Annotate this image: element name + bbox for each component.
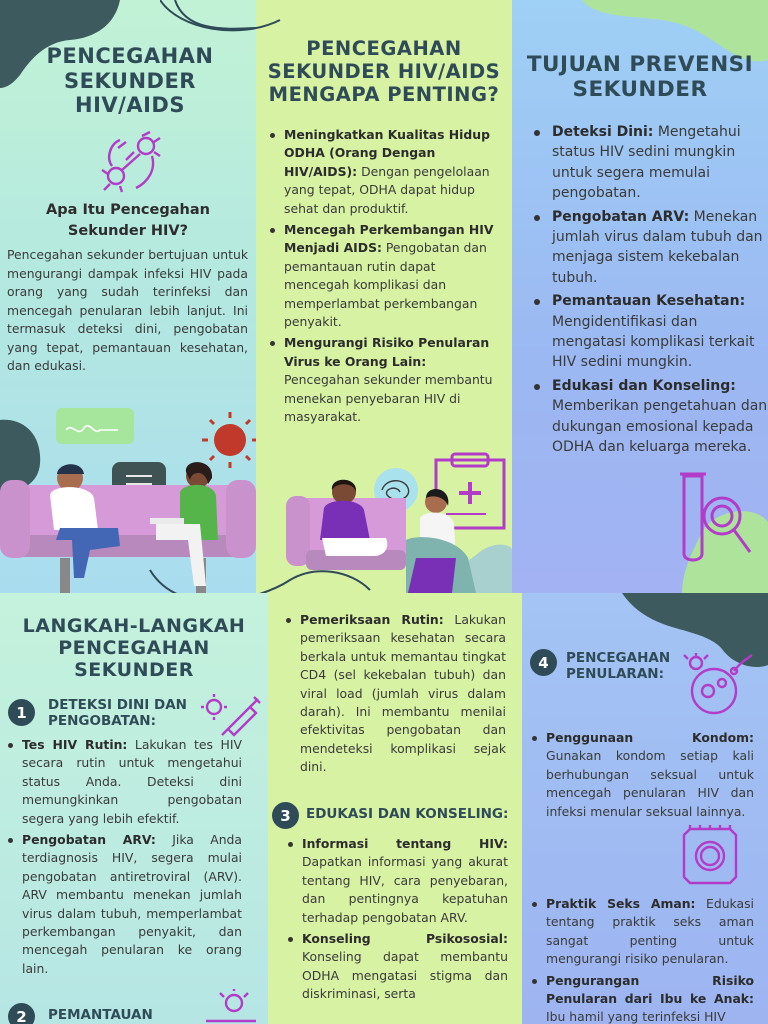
panel-transmission [522,593,768,1024]
section-subtitle: Apa Itu Pencegahan Sekunder HIV? [46,202,210,240]
step-heading: DETEKSI DINI DAN PENGOBATAN: [48,697,187,729]
steps-list [6,736,242,981]
step-number-badge: 1 [8,699,35,726]
list-item: Pengobatan ARV: Menekan jumlah virus dalam tubuh dan menjaga sistem kekebalan tubuh. [532,207,768,289]
step-heading: PENCEGAHAN PENULARAN: [566,650,671,682]
virus-cell-icon [682,653,754,717]
list-item: Praktik Seks Aman: Edukasi tentang praktik seks aman sangat penting untuk mengurangi risiko penularan. [530,895,754,969]
test-tube-magnifier-icon [662,462,768,593]
list-item: Pengobatan ARV: Jika Anda terdiagnosis HIV, segera mulai pengobatan antiretroviral (ARV). ARV membantu menekan jumlah virus dalam tubuh, memperlambat perkembangan penyakit, dan mencegah penularan ke orang lain. [6,831,242,978]
list-item: Informasi tentang HIV: Dapatkan informasi yang akurat tentang HIV, cara penyebaran, dan pentingnya kepatuhan terhadap pengobatan ARV. [286,835,508,927]
page-title: PENCEGAHAN SEKUNDER HIV/AIDS [46,44,214,118]
molecule-icon [98,130,164,196]
panel-what-is [0,0,256,593]
list-item: Edukasi dan Konseling: Memberikan pengetahuan dan dukungan emosional kepada ODHA dan keluarga mereka. [532,376,768,458]
list-item: Pemeriksaan Rutin: Lakukan pemeriksaan kesehatan secara berkala untuk memantau tingkat CD4 (sel kekebalan tubuh) dan viral load (jumlah virus dalam darah). Ini membantu menilai efektivitas pengobatan dan mendeteksi komplikasi sejak dini. [284,611,506,777]
why-list [268,126,504,430]
section-title-why: PENCEGAHAN SEKUNDER HIV/AIDS MENGAPA PENTING? [267,37,501,106]
goals-list [532,122,768,461]
section-title-goals: TUJUAN PREVENSI SEKUNDER [526,52,754,103]
section-title-steps: LANGKAH-LANGKAH PENCEGAHAN SEKUNDER [22,615,246,682]
condom-icon [680,825,740,887]
education-list [286,835,508,1007]
syringe-icon [200,693,264,737]
step-heading: PEMANTAUAN [48,1007,153,1023]
panel-monitoring [268,593,522,1024]
step-number-badge: 3 [272,802,299,829]
step-heading: EDUKASI DAN KONSELING: [306,806,509,822]
list-item: Meningkatkan Kualitas Hidup ODHA (Orang Dengan HIV/AIDS): Dengan pengelolaan yang tepat, ODHA dapat hidup sehat dan produktif. [268,126,504,218]
list-item: Pemantauan Kesehatan: Mengidentifikasi dan mengatasi komplikasi terkait HIV sedini mungkin. [532,291,768,373]
list-item: Tes HIV Rutin: Lakukan tes HIV secara rutin untuk mengetahui status Anda. Deteksi dini memungkinkan pengobatan segera yang lebih efektif. [6,736,242,828]
list-item: Deteksi Dini: Mengetahui status HIV sedini mungkin untuk segera memulai pengobatan. [532,122,768,204]
monitoring-list [284,611,506,780]
intro-paragraph: Pencegahan sekunder bertujuan untuk mengurangi dampak infeksi HIV pada orang yang sudah terinfeksi dan mencegah penularan lebih lanjut. Ini termasuk deteksi dini, pengobatan yang tepat, pemantauan kesehatan, dan edukasi. [7,247,248,373]
list-item: Penggunaan Kondom: Gunakan kondom setiap kali berhubungan seksual untuk mencegah penularan HIV dan infeksi menular seksual lainnya. [530,729,754,821]
step-number-badge: 2 [8,1003,35,1024]
list-item: Pengurangan Risiko Penularan dari Ibu ke Anak: Ibu hamil yang terinfeksi HIV [530,972,754,1024]
safe-sex-list [530,895,754,1024]
panel-why-important [256,0,512,593]
step-number-badge: 4 [530,649,557,676]
condom-list [530,729,754,824]
list-item: Konseling Psikososial: Konseling dapat membantu ODHA mengatasi stigma dan diskriminasi, serta [286,930,508,1004]
panel-steps [0,593,268,1024]
panel-goals [512,0,768,593]
list-item: Mengurangi Risiko Penularan Virus ke Orang Lain: Pencegahan sekunder membantu menekan penyebaran HIV di masyarakat. [268,334,504,426]
top-wave-decoration [160,0,300,40]
molecule-icon [206,989,256,1024]
list-item: Mencegah Perkembangan HIV Menjadi AIDS: Pengobatan dan pemantauan rutin dapat mencegah komplikasi dan memperlambat perkembangan penyakit. [268,221,504,331]
